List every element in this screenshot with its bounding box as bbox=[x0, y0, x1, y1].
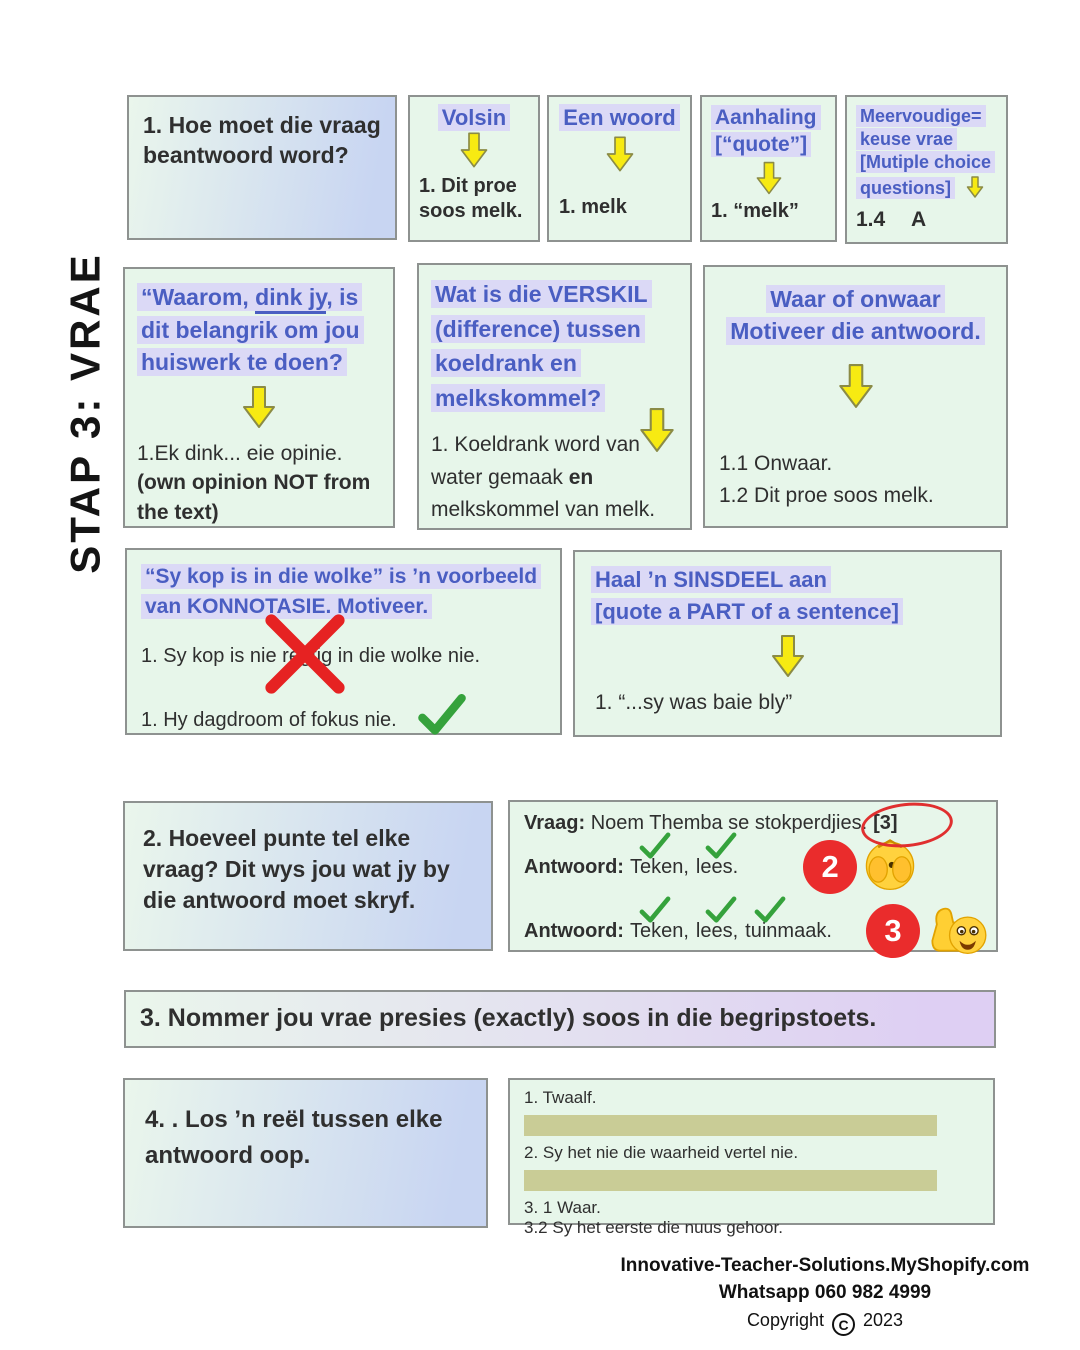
example-line1: 1. Twaalf. bbox=[524, 1088, 597, 1107]
open-line-example-box bbox=[508, 1078, 995, 1237]
verskil-title: Wat is die VERSKIL (difference) tussen koeldrank en melkskommel? bbox=[431, 280, 652, 412]
down-arrow-icon bbox=[638, 407, 676, 458]
meerkeuse-answer-letter: A bbox=[911, 208, 927, 232]
open-line-highlight bbox=[524, 1115, 937, 1136]
meerkeuse-line3: [Mutiple choice bbox=[856, 151, 995, 173]
footer bbox=[555, 1252, 1080, 1336]
waar-onwaar-title-line2: Motiveer die antwoord. bbox=[726, 317, 984, 345]
green-check-icon bbox=[704, 832, 738, 860]
verskil-answer-post: melkskommel van melk. bbox=[431, 498, 656, 522]
numbering-rule-text: 3. Nommer jou vrae presies (exactly) soos in die begripstoets. bbox=[140, 1004, 877, 1032]
een-woord-answer: 1. melk bbox=[559, 196, 627, 218]
een-woord-box bbox=[547, 95, 692, 242]
aanhaling-title-line1: Aanhaling bbox=[711, 105, 821, 130]
opinion-title-pre: “Waarom, bbox=[141, 284, 256, 310]
down-arrow-icon bbox=[137, 385, 381, 434]
antwoord2-word2: lees, bbox=[695, 919, 739, 942]
aanhaling-box bbox=[700, 95, 837, 242]
waar-onwaar-box bbox=[703, 265, 1008, 528]
antwoord2-word1: Teken, bbox=[629, 919, 689, 942]
copyright-icon: C bbox=[832, 1313, 855, 1336]
green-check-icon bbox=[638, 832, 672, 860]
vraag-mark: [3] bbox=[873, 812, 898, 834]
konnotasie-box bbox=[125, 548, 562, 735]
green-check-icon bbox=[704, 896, 738, 924]
footer-copyright-word: Copyright bbox=[746, 1310, 824, 1330]
how-to-answer-text: 1. Hoe moet die vraag beantwoord word? bbox=[143, 112, 381, 168]
opinion-title-underlined: dink jy bbox=[255, 284, 326, 314]
meerkeuse-answer-number: 1.4 bbox=[856, 208, 886, 232]
points-badge-3: 3 bbox=[866, 904, 920, 958]
meerkeuse-line4: questions] bbox=[856, 177, 955, 199]
footer-whatsapp-number: Whatsapp 060 982 4999 bbox=[718, 1282, 932, 1303]
down-arrow-icon bbox=[711, 161, 826, 200]
antwoord2-label: Antwoord: bbox=[524, 919, 624, 942]
waar-onwaar-title-line1: Waar of onwaar bbox=[766, 285, 944, 313]
numbering-rule-box bbox=[124, 990, 996, 1048]
aanhaling-answer: 1. “melk” bbox=[711, 199, 799, 222]
down-arrow-icon bbox=[719, 363, 992, 414]
een-woord-title: Een woord bbox=[559, 104, 679, 131]
open-line-rule-box bbox=[123, 1078, 488, 1228]
sinsdeel-title-line2: [quote a PART of a sentence] bbox=[591, 598, 903, 625]
how-to-answer-box bbox=[127, 95, 397, 240]
step-vertical-title: STAP 3: VRAE bbox=[61, 252, 109, 574]
waar-onwaar-answer1: 1.1 Onwaar. bbox=[719, 452, 833, 476]
sinsdeel-answer: 1. “...sy was baie bly” bbox=[595, 690, 793, 714]
example-line3: 3. 1 Waar. bbox=[524, 1198, 601, 1217]
antwoord1-word1: Teken, bbox=[629, 855, 689, 878]
volsin-title: Volsin bbox=[438, 104, 510, 131]
konnotasie-correct-answer: 1. Hy dagdroom of fokus nie. bbox=[141, 708, 397, 731]
meerkeuse-box bbox=[845, 95, 1008, 244]
antwoord2-line bbox=[524, 899, 982, 963]
points-info-text: 2. Hoeveel punte tel elke vraag? Dit wys jou wat jy by die antwoord moet skryf. bbox=[143, 825, 450, 914]
red-x-icon bbox=[257, 606, 353, 707]
footer-site-url: Innovative-Teacher-Solutions.MyShopify.com bbox=[620, 1255, 1030, 1276]
points-badge-2: 2 bbox=[803, 840, 857, 894]
volsin-box bbox=[408, 95, 540, 242]
verskil-answer-en: en bbox=[568, 465, 594, 489]
sinsdeel-title-line1: Haal ’n SINSDEEL aan bbox=[591, 566, 831, 593]
konnotasie-wrong-answer: 1. Sy kop is nie regtig in die wolke nie. bbox=[141, 644, 481, 667]
down-arrow-icon bbox=[966, 174, 984, 206]
open-line-highlight bbox=[524, 1170, 937, 1191]
opinion-answer-note: (own opinion NOT from the text) bbox=[137, 470, 371, 525]
antwoord1-label: Antwoord: bbox=[524, 855, 624, 878]
points-info-box bbox=[123, 801, 493, 951]
example-line2: 2. Sy het nie die waarheid vertel nie. bbox=[524, 1143, 799, 1162]
verskil-answer-pre: 1. Koeldrank word van water gemaak bbox=[431, 433, 640, 489]
green-check-icon bbox=[418, 694, 466, 742]
vraag-text: Noem Themba se stokperdjies. bbox=[585, 812, 868, 834]
thumbs-up-smiley-emoji bbox=[922, 899, 988, 963]
example-line4: 3.2 Sy het eerste die nuus gehoor. bbox=[524, 1218, 783, 1237]
opinion-question-box bbox=[123, 267, 395, 528]
waar-onwaar-answer2: 1.2 Dit proe soos melk. bbox=[719, 483, 934, 507]
down-arrow-icon bbox=[591, 634, 984, 683]
meerkeuse-line2: keuse vrae bbox=[856, 128, 957, 150]
konnotasie-title: “Sy kop is in die wolke” is ’n voorbeeld van KONNOTASIE. Motiveer. bbox=[141, 564, 541, 619]
green-check-icon bbox=[638, 896, 672, 924]
footer-copyright-year: 2023 bbox=[863, 1310, 904, 1330]
meerkeuse-line1: Meervoudige= bbox=[856, 105, 986, 127]
verskil-question-box bbox=[417, 263, 692, 530]
aanhaling-title-line2: [“quote”] bbox=[711, 132, 811, 157]
volsin-answer: 1. Dit proe soos melk. bbox=[419, 175, 523, 222]
points-example-box bbox=[508, 800, 998, 952]
footer-copyright-line bbox=[555, 1306, 1080, 1336]
open-line-rule-text: 4. . Los ’n reël tussen elke antwoord oop. bbox=[145, 1106, 443, 1169]
green-check-icon bbox=[753, 896, 787, 924]
down-arrow-icon bbox=[559, 135, 680, 178]
antwoord2-word3: tuinmaak. bbox=[745, 919, 832, 942]
opinion-answer: 1.Ek dink... eie opinie. bbox=[137, 441, 343, 465]
vraag-line bbox=[524, 812, 982, 835]
down-arrow-icon bbox=[419, 131, 529, 174]
opinion-title-post: , is dit belangrik om jou huiswerk te doen? bbox=[141, 284, 360, 376]
antwoord1-word2: lees. bbox=[695, 855, 739, 878]
sinsdeel-box bbox=[573, 550, 1002, 737]
vraag-label: Vraag: bbox=[524, 812, 586, 834]
